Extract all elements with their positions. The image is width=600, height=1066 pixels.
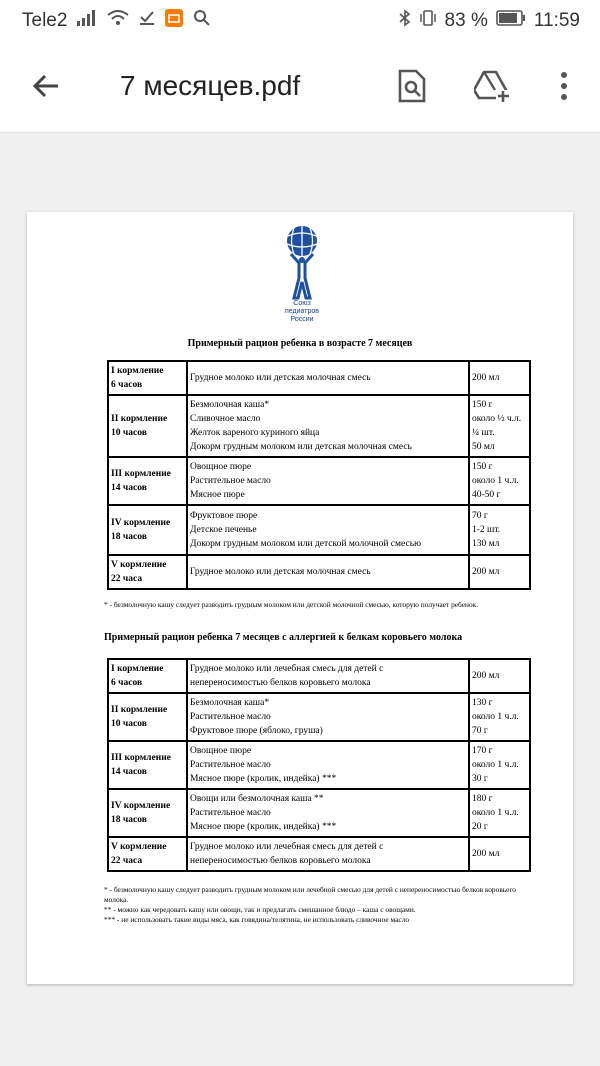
foods-cell [187,361,469,395]
table1-title: Примерный рацион ребенка в возрасте 7 месяцев [187,338,413,349]
cell-line: Докорм грудным молоком или детская молочная смесь [190,442,412,452]
table-row [108,361,530,395]
cell-line: Растительное масло [190,760,271,770]
wifi-icon [107,10,129,32]
vibrate-icon [419,9,437,33]
foods-cell [187,395,469,457]
cell-line: Овощи или безмолочная каша ** [190,794,324,804]
cell-line: 6 часов [111,678,143,688]
cell-line: 70 г [472,511,488,521]
foods-cell [187,693,469,741]
clock: 11:59 [533,10,580,31]
cell-line: Докорм грудным молоком или детской молочной смесью [190,539,422,549]
feeding-time-cell [108,361,187,395]
cell-line: 14 часов [111,767,147,777]
cell-line: Растительное масло [190,808,271,818]
feeding-time-cell [108,395,187,457]
more-options-button[interactable] [542,64,586,108]
table-row [108,395,530,457]
amounts-cell [469,659,530,693]
back-button[interactable] [24,64,68,108]
feeding-time-cell [108,659,187,693]
bluetooth-icon [399,9,411,33]
cell-line: 18 часов [111,532,147,542]
cell-line: 130 г [472,698,493,708]
cell-line: II кормление [111,705,168,715]
feeding-time-cell [108,457,187,505]
more-vert-icon [560,71,568,101]
cell-line: Овощное пюре [190,746,252,756]
cell-line: ¼ шт. [472,428,495,438]
amounts-cell [469,457,530,505]
amounts-cell [469,361,530,395]
cell-line: Овощное пюре [190,462,252,472]
cell-line: Безмолочная каша* [190,400,270,410]
find-in-document-button[interactable] [390,64,434,108]
table-row [108,837,530,871]
table-row [108,789,530,837]
signal-icon [77,10,97,32]
cell-line: 200 мл [472,671,500,681]
cell-line: Грудное молоко или лечебная смесь для детей с [190,664,384,674]
cell-line: около ½ ч.л. [472,414,522,424]
cell-line: Детское печенье [190,525,257,535]
cell-line: около 1 ч.л. [472,760,519,770]
logo-line: педиатров [285,308,319,315]
mi-app-icon [165,9,183,33]
pediatricians-union-logo-icon [277,222,327,302]
cell-line: 10 часов [111,719,147,729]
foods-cell [187,457,469,505]
foods-cell [187,555,469,589]
amounts-cell [469,789,530,837]
table2-title: Примерный рацион ребенка 7 месяцев с аллергией к белкам коровьего молока [104,632,463,643]
logo-line: России [290,316,314,323]
table-row [108,659,530,693]
cell-line: Мясное пюре (кролик, индейка) *** [190,774,337,784]
app-bar [0,40,600,133]
footnote: * - безмолочную кашу следует разводить грудным молоком или лечебной смесью для детей с непереносимостью белков коровьего молока. [104,885,517,904]
logo-line: Союз [293,300,311,307]
amounts-cell [469,555,530,589]
amounts-cell [469,693,530,741]
cell-line: Грудное молоко или детская молочная смесь [190,373,371,383]
cell-line: 14 часов [111,483,147,493]
feeding-time-cell [108,837,187,871]
cell-line: 150 г [472,400,493,410]
cell-line: 200 мл [472,567,500,577]
cell-line: непереносимостью белков коровьего молока [190,678,371,688]
cell-line: 22 часа [111,574,143,584]
cell-line: 18 часов [111,815,147,825]
cell-line: 180 г [472,794,493,804]
table-row [108,693,530,741]
cell-line: Безмолочная каша* [190,698,270,708]
cell-line: 170 г [472,746,493,756]
table1-footnote: * - безмолочную кашу следует разводить грудным молоком или детской молочной смесью, которую получает ребенок. [104,600,479,609]
table-row [108,555,530,589]
cell-line: I кормление [111,664,164,674]
download-done-icon [139,10,155,32]
cell-line: 22 часа [111,856,143,866]
table-row [108,457,530,505]
cell-line: 150 г [472,462,493,472]
feeding-time-cell [108,789,187,837]
cell-line: I кормление [111,366,164,376]
battery-icon [496,10,526,32]
cell-line: 40-50 г [472,490,501,500]
table-row [108,741,530,789]
feeding-time-cell [108,693,187,741]
pdf-page [27,212,573,984]
cell-line: Грудное молоко или детская молочная смесь [190,567,371,577]
cell-line: Фруктовое пюре [190,511,258,521]
amounts-cell [469,741,530,789]
cell-line: V кормление [111,842,167,852]
cell-line: II кормление [111,414,168,424]
cell-line: Фруктовое пюре (яблоко, груша) [190,726,323,736]
amounts-cell [469,837,530,871]
arrow-back-icon [31,71,61,101]
table2-footnotes [104,885,534,925]
add-to-drive-icon [474,70,510,102]
amounts-cell [469,505,530,555]
cell-line: Растительное масло [190,712,271,722]
cell-line: V кормление [111,560,167,570]
cell-line: 50 мл [472,442,495,452]
document-title: 7 месяцев.pdf [120,70,301,101]
cell-line: 200 мл [472,373,500,383]
cell-line: Сливочное масло [190,414,261,424]
cell-line: около 1 ч.л. [472,476,519,486]
cell-line: Мясное пюре [190,490,245,500]
cell-line: III кормление [111,753,171,763]
search-icon [193,9,211,33]
cell-line: Грудное молоко или лечебная смесь для детей с [190,842,384,852]
find-in-page-icon [397,69,427,103]
footnote: *** - не использовать такие виды мяса, как говядина/телятина, не использовать сливочное масло [104,915,410,924]
amounts-cell [469,395,530,457]
cell-line: около 1 ч.л. [472,712,519,722]
cell-line: IV кормление [111,801,171,811]
cell-line: Мясное пюре (кролик, индейка) *** [190,822,337,832]
foods-cell [187,741,469,789]
feeding-time-cell [108,555,187,589]
cell-line: 20 г [472,822,488,832]
diet-table-cow-milk-allergy [107,658,531,872]
feeding-time-cell [108,505,187,555]
cell-line: III кормление [111,469,171,479]
cell-line: 130 мл [472,539,500,549]
cell-line: 30 г [472,774,488,784]
cell-line: непереносимостью белков коровьего молока [190,856,371,866]
foods-cell [187,789,469,837]
foods-cell [187,837,469,871]
cell-line: Растительное масло [190,476,271,486]
cell-line: 1-2 шт. [472,525,501,535]
battery-percent: 83 % [444,10,488,31]
logo-caption [267,300,337,324]
cell-line: около 1 ч.л. [472,808,519,818]
cell-line: 6 часов [111,380,143,390]
footnote: ** - можно как чередовать кашу или овощи, так и предлагать смешанное блюдо – каша с овощами. [104,905,416,914]
cell-line: 70 г [472,726,488,736]
carrier-label: Tele2 [22,10,68,31]
feeding-time-cell [108,741,187,789]
cell-line: IV кормление [111,518,171,528]
cell-line: 200 мл [472,849,500,859]
foods-cell [187,659,469,693]
diet-table-7-months [107,360,531,590]
add-to-drive-button[interactable] [470,64,514,108]
cell-line: 10 часов [111,428,147,438]
status-bar [0,0,600,40]
cell-line: Желток вареного куриного яйца [190,428,320,438]
foods-cell [187,505,469,555]
table-row [108,505,530,555]
